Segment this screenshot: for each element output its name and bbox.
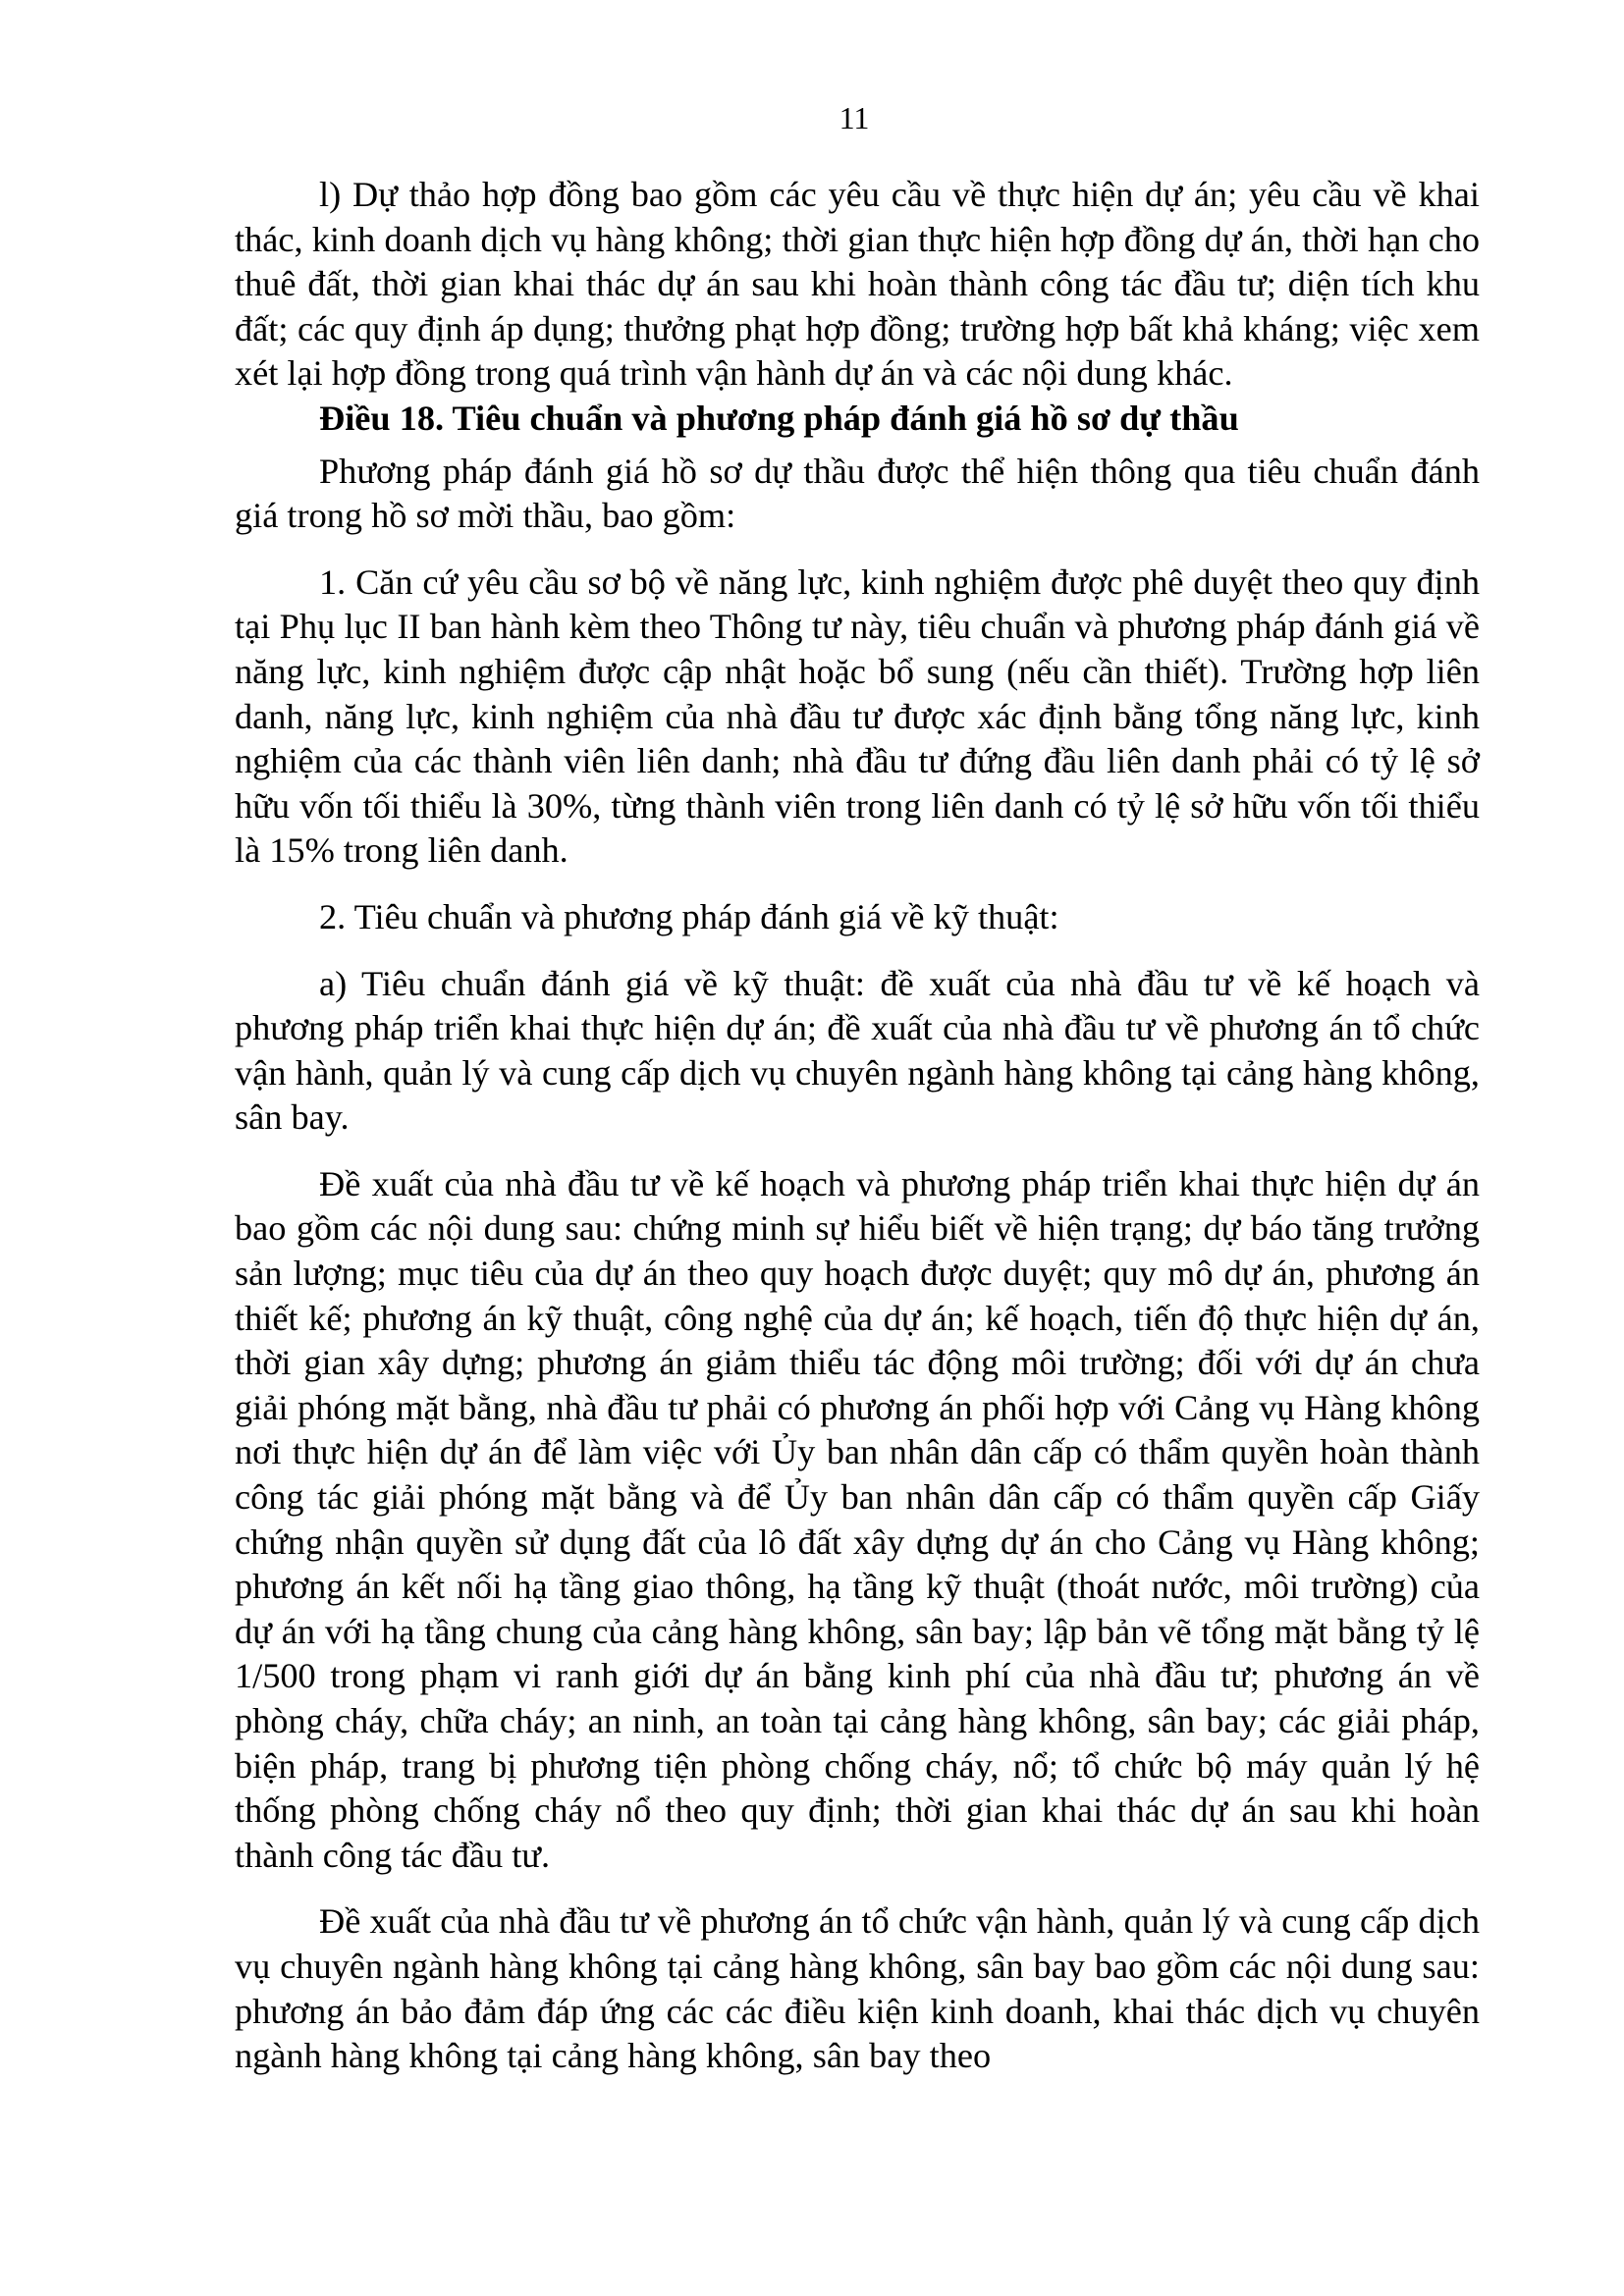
- page-number: 11: [839, 100, 870, 135]
- paragraph-implementation-plan: Đề xuất của nhà đầu tư về kế hoạch và phương pháp triển khai thực hiện dự án bao gồm các nội dung sau: chứng minh sự hiểu biết về hiện trạng; dự báo tăng trưởng sản lượng; mục tiêu của dự án theo quy hoạch được duyệt; quy mô dự án, phương án thiết kế; phương án kỹ thuật, công nghệ của dự án; kế hoạch, tiến độ thực hiện dự án, thời gian xây dựng; phương án giảm thiểu tác động môi trường; đối với dự án chưa giải phóng mặt bằng, nhà đầu tư phải có phương án phối hợp với Cảng vụ Hàng không nơi thực hiện dự án để làm việc với Ủy ban nhân dân cấp có thẩm quyền hoàn thành công tác giải phóng mặt bằng và để Ủy ban nhân dân cấp có thẩm quyền cấp Giấy chứng nhận quyền sử dụng đất của lô đất xây dựng dự án cho Cảng vụ Hàng không; phương án kết nối hạ tầng giao thông, hạ tầng kỹ thuật (thoát nước, môi trường) của dự án với hạ tầng chung của cảng hàng không, sân bay; lập bản vẽ tổng mặt bằng tỷ lệ 1/500 trong phạm vi ranh giới dự án bằng kinh phí của nhà đầu tư; phương án về phòng cháy, chữa cháy; an ninh, an toàn tại cảng hàng không, sân bay; các giải pháp, biện pháp, trang bị phương tiện phòng chống cháy, nổ; tổ chức bộ máy quản lý hệ thống phòng chống cháy nổ theo quy định; thời gian khai thác dự án sau khi hoàn thành công tác đầu tư.: [235, 1163, 1480, 1875]
- paragraph-operation-plan: Đề xuất của nhà đầu tư về phương án tổ chức vận hành, quản lý và cung cấp dịch vụ chuyên ngành hàng không tại cảng hàng không, sân bay bao gồm các nội dung sau: phương án bảo đảm đáp ứng các các điều kiện kinh doanh, khai thác dịch vụ chuyên ngành hàng không tại cảng hàng không, sân bay theo: [235, 1901, 1480, 2076]
- article-18-heading: Điều 18. Tiêu chuẩn và phương pháp đánh giá hồ sơ dự thầu: [319, 398, 1239, 438]
- paragraph-item-1: 1. Căn cứ yêu cầu sơ bộ về năng lực, kinh nghiệm được phê duyệt theo quy định tại Phụ lục II ban hành kèm theo Thông tư này, tiêu chuẩn và phương pháp đánh giá về năng lực, kinh nghiệm được cập nhật hoặc bổ sung (nếu cần thiết). Trường hợp liên danh, năng lực, kinh nghiệm của nhà đầu tư được xác định bằng tổng năng lực, kinh nghiệm của các thành viên liên danh; nhà đầu tư đứng đầu liên danh phải có tỷ lệ sở hữu vốn tối thiểu là 30%, từng thành viên trong liên danh có tỷ lệ sở hữu vốn tối thiểu là 15% trong liên danh.: [235, 561, 1480, 871]
- paragraph-item-l: l) Dự thảo hợp đồng bao gồm các yêu cầu về thực hiện dự án; yêu cầu về khai thác, kinh doanh dịch vụ hàng không; thời gian thực hiện hợp đồng dự án, thời hạn cho thuê đất, thời gian khai thác dự án sau khi hoàn thành công tác đầu tư; diện tích khu đất; các quy định áp dụng; thưởng phạt hợp đồng; trường hợp bất khả kháng; việc xem xét lại hợp đồng trong quá trình vận hành dự án và các nội dung khác.: [235, 175, 1480, 394]
- paragraph-evaluation-method: Phương pháp đánh giá hồ sơ dự thầu được thể hiện thông qua tiêu chuẩn đánh giá trong hồ sơ mời thầu, bao gồm:: [235, 451, 1480, 536]
- paragraph-item-2a: a) Tiêu chuẩn đánh giá về kỹ thuật: đề xuất của nhà đầu tư về kế hoạch và phương pháp triển khai thực hiện dự án; đề xuất của nhà đầu tư về phương án tổ chức vận hành, quản lý và cung cấp dịch vụ chuyên ngành hàng không tại cảng hàng không, sân bay.: [235, 963, 1480, 1138]
- paragraph-item-2: 2. Tiêu chuẩn và phương pháp đánh giá về kỹ thuật:: [319, 896, 1059, 936]
- document-body: [235, 173, 1480, 2079]
